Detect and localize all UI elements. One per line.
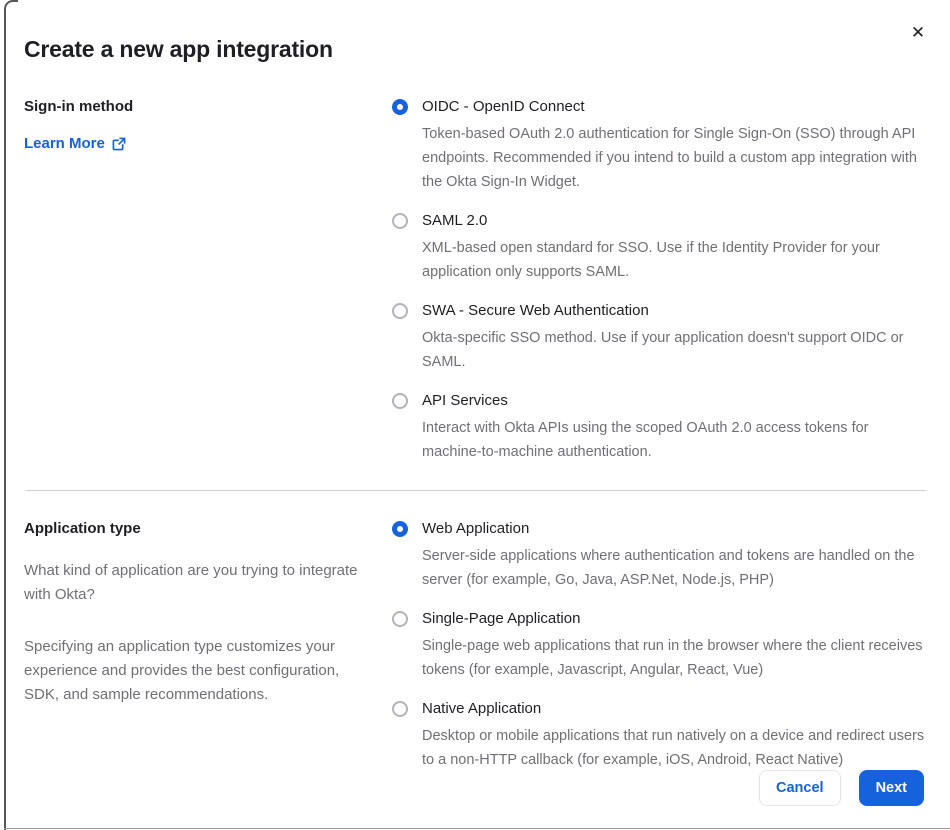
- signin-method-left-column: [24, 97, 370, 153]
- radio-option-single-page-application[interactable]: [392, 609, 926, 682]
- radio-option-description: XML-based open standard for SSO. Use if the Identity Provider for your application only supports SAML.: [422, 240, 880, 280]
- radio-native-application[interactable]: [392, 701, 408, 717]
- radio-option-oidc[interactable]: [392, 97, 926, 194]
- radio-option-label[interactable]: SAML 2.0: [422, 212, 488, 229]
- section-divider: [26, 490, 926, 491]
- application-type-description-1: What kind of application are you trying to integrate with Okta?: [24, 562, 358, 603]
- radio-option-label[interactable]: Single-Page Application: [422, 610, 581, 627]
- radio-option-api-services[interactable]: [392, 391, 926, 464]
- dialog-footer: [759, 770, 924, 806]
- radio-option-label[interactable]: Native Application: [422, 700, 542, 717]
- next-button[interactable]: Next: [859, 770, 924, 806]
- radio-oidc-selected[interactable]: [392, 99, 408, 115]
- dialog-border-bottom: [4, 828, 950, 829]
- application-type-description-2: Specifying an application type customizes your experience and provides the best configuration, SDK, and sample recommendations.: [24, 638, 340, 703]
- radio-option-web-application[interactable]: [392, 519, 926, 592]
- application-type-left-column: [24, 519, 370, 707]
- radio-option-native-application[interactable]: [392, 699, 926, 772]
- dialog-border-corner: [4, 0, 18, 14]
- radio-saml[interactable]: [392, 213, 408, 229]
- cancel-button[interactable]: Cancel: [759, 770, 841, 806]
- radio-swa[interactable]: [392, 303, 408, 319]
- signin-method-radio-group: [392, 97, 926, 464]
- dialog-title: Create a new app integration: [24, 36, 333, 62]
- radio-option-description: Okta-specific SSO method. Use if your application doesn't support OIDC or SAML.: [422, 330, 904, 370]
- radio-option-label[interactable]: API Services: [422, 392, 508, 409]
- radio-option-label[interactable]: SWA - Secure Web Authentication: [422, 302, 649, 319]
- radio-option-description: Interact with Okta APIs using the scoped OAuth 2.0 access tokens for machine-to-machine authentication.: [422, 420, 869, 460]
- radio-option-label[interactable]: OIDC - OpenID Connect: [422, 98, 585, 115]
- radio-option-description: Server-side applications where authentication and tokens are handled on the server (for example, Go, Java, ASP.Net, Node.js, PHP): [422, 548, 915, 588]
- create-app-integration-dialog: [2, 0, 950, 830]
- learn-more-link[interactable]: [24, 135, 126, 152]
- external-link-icon: [112, 137, 126, 151]
- learn-more-label: Learn More: [24, 135, 105, 152]
- radio-option-saml[interactable]: [392, 211, 926, 284]
- signin-method-section: [24, 97, 926, 464]
- radio-web-application-selected[interactable]: [392, 521, 408, 537]
- application-type-label: Application type: [24, 520, 141, 537]
- application-type-radio-group: [392, 519, 926, 772]
- application-type-section: [24, 519, 926, 772]
- close-icon[interactable]: ✕: [906, 20, 930, 44]
- radio-api-services[interactable]: [392, 393, 408, 409]
- dialog-border-left: [4, 10, 6, 830]
- radio-option-swa[interactable]: [392, 301, 926, 374]
- signin-method-label: Sign-in method: [24, 98, 134, 115]
- radio-single-page-application[interactable]: [392, 611, 408, 627]
- radio-option-label[interactable]: Web Application: [422, 520, 530, 537]
- radio-option-description: Token-based OAuth 2.0 authentication for Single Sign-On (SSO) through API endpoints. Recommended if you intend to build a custom app integration with the Okta Sign-In Widget.: [422, 126, 917, 190]
- radio-option-description: Desktop or mobile applications that run natively on a device and redirect users to a non-HTTP callback (for example, iOS, Android, React Native): [422, 728, 925, 768]
- radio-option-description: Single-page web applications that run in the browser where the client receives tokens (for example, Javascript, Angular, React, Vue): [422, 638, 923, 678]
